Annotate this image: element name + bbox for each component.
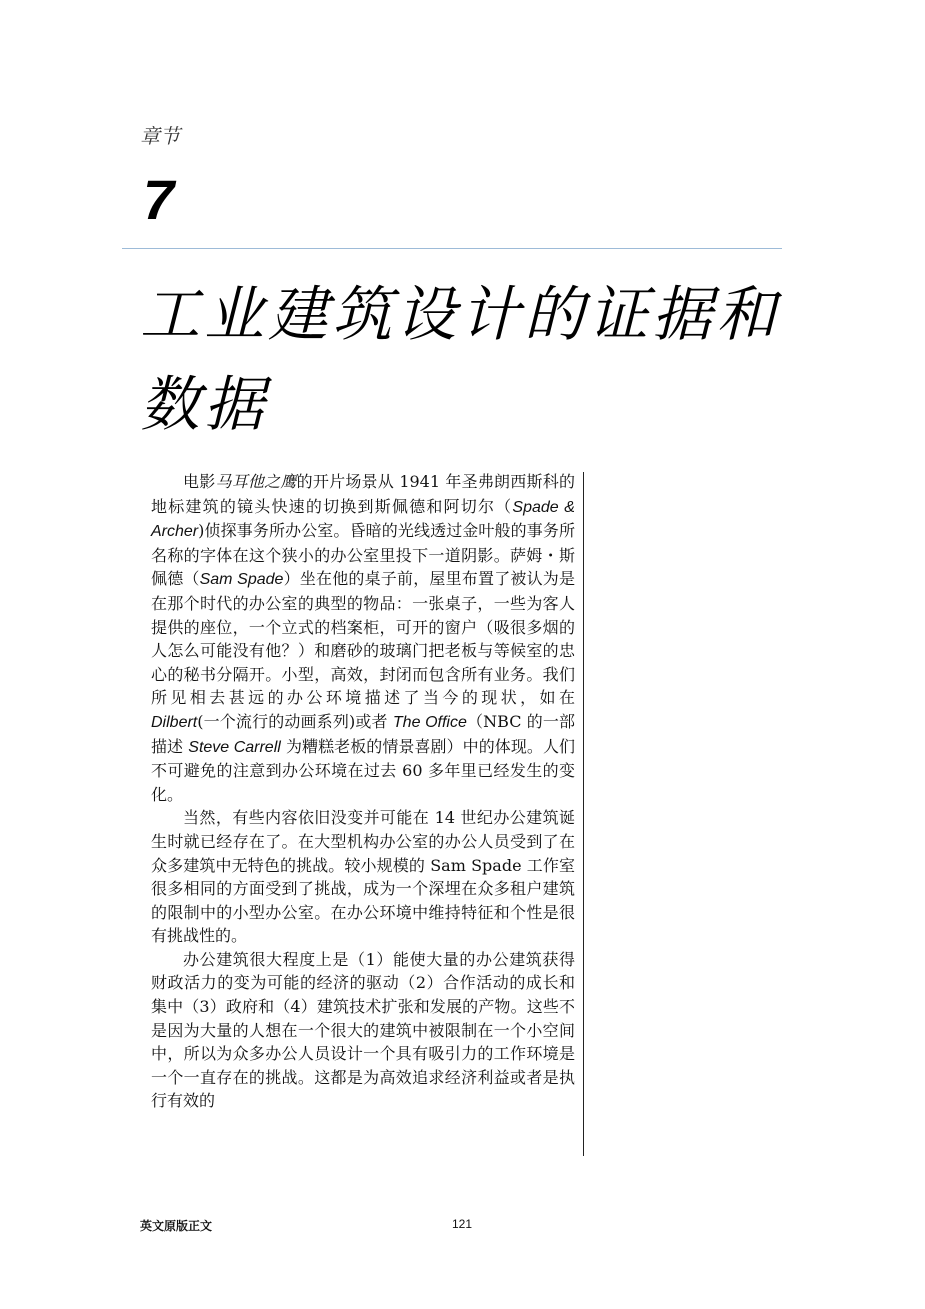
column-rule	[583, 472, 584, 1156]
paragraph-2: 当然，有些内容依旧没变并可能在 14 世纪办公建筑诞生时就已经存在了。在大型机构办公室的办公人员受到了在众多建筑中无特色的挑战。较小规模的 Sam Spade 工作室很多相同的方面受到了挑战，成为一个深埋在众多租户建筑的限制中的小型办公室。在办公环境中维持特征和个性是很有挑战性的。	[151, 808, 575, 946]
body-text	[151, 470, 575, 1113]
chapter-number: 7	[143, 168, 175, 231]
text-run: (一个流行的动画系列)或者	[197, 711, 393, 731]
film-title: 马耳他之鹰	[215, 474, 297, 491]
page-number: 121	[452, 1217, 473, 1231]
actor-name: Steve Carrell	[188, 738, 281, 756]
divider-rule	[122, 248, 782, 249]
show-title: The Office	[392, 713, 467, 731]
text-run: （NBC 的一部描述	[151, 711, 576, 756]
chapter-title: 工业建筑设计的证据和数据	[140, 280, 780, 440]
paragraph-3: 办公建筑很大程度上是（1）能使大量的办公建筑获得财政活力的变为可能的经济的驱动（2）合作活动的成长和集中（3）政府和（4）建筑技术扩张和发展的产物。这些不是因为大量的人想在一个很大的建筑中被限制在一个小空间中，所以为众多办公人员设计一个具有吸引力的工作环境是一个一直存在的挑战。这都是为高效追求经济利益或者是执行有效的	[151, 949, 575, 1111]
paragraph-1	[151, 470, 575, 806]
text-run: ）坐在他的桌子前，屋里布置了被认为是在那个时代的办公室的典型的物品：一张桌子，一些为客人提供的座位，一个立式的档案柜，可开的窗户（吸很多烟的人怎么可能没有他？）和磨砂的玻璃门把老板与等候室的忠心的秘书分隔开。小型，高效，封闭而包含所有业务。我们所见相去甚远的办公环境描述了当今的现状，如在	[151, 569, 575, 708]
text-run: 的开片场景从 1941 年圣弗朗西斯科的地标建筑的镜头快速的切换到斯佩德和阿切尔（	[151, 472, 575, 516]
footer-label: 英文原版正文	[140, 1219, 213, 1233]
text-run: )侦探事务所办公室。昏暗的光线透过金叶般的事务所名称的字体在这个狭小的办公室里投下一道阴影。萨姆・斯佩德（	[151, 521, 575, 589]
text-run: 电影	[183, 472, 216, 491]
text-run: 为糟糕老板的情景喜剧）中的体现。人们不可避免的注意到办公环境在过去 60 多年里已经发生的变化。	[151, 736, 576, 804]
firm-name: Spade & Archer	[151, 498, 575, 541]
show-title: Dilbert	[151, 713, 198, 731]
character-name: Sam Spade	[199, 571, 284, 589]
chapter-label: 章节	[140, 124, 180, 148]
